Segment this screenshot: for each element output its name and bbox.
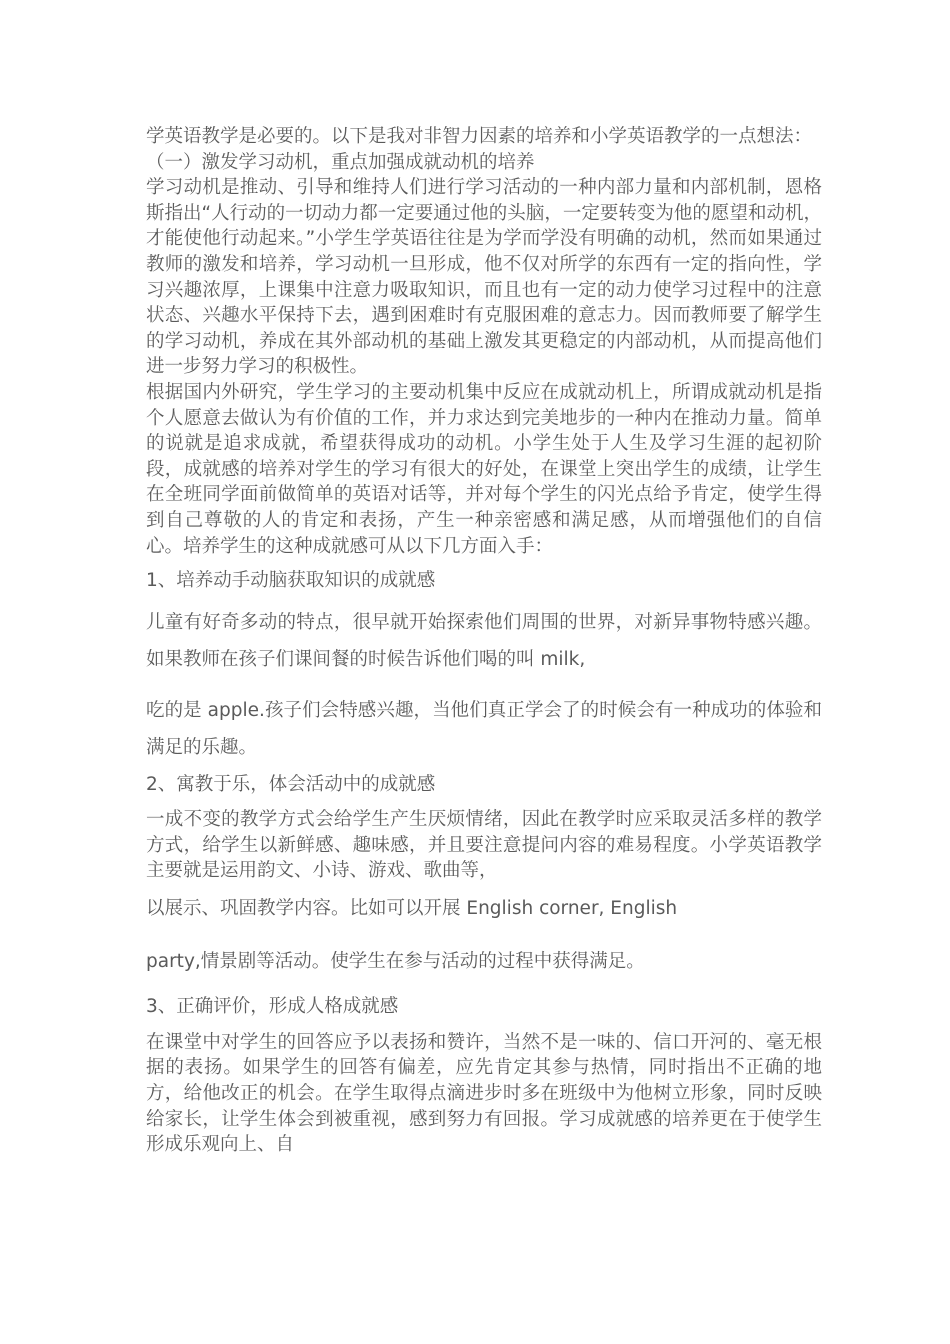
evaluation-paragraph: 在课堂中对学生的回答应予以表扬和赞许，当然不是一味的、信口开河的、毫无根据的表扬。如果学生的回答有偏差，应先肯定其参与热情，同时指出不正确的地方，给他改正的机会。在学生取得点滴进步时多在班级中为他树立形象，同时反映给家长，让学生体会到被重视，感到努力有回报。学习成就感的培养更在于使学生形成乐观向上、自: [146, 1031, 822, 1156]
motivation-paragraph: 学习动机是推动、引导和维持人们进行学习活动的一种内部力量和内部机制，恩格斯指出“人行动的一切动力都一定要通过他的头脑，一定要转变为他的愿望和动机，才能使他行动起来。”小学生学英语往往是为学而学没有明确的动机，然而如果通过教师的激发和培养，学习动机一旦形成，他不仅对所学的东西有一定的指向性，学习兴趣浓厚，上课集中注意力吸取知识，而且也有一定的动力使学习过程中的注意状态、兴趣水平保持下去，遇到困难时有克服困难的意志力。因而教师要了解学生的学习动机，养成在其外部动机的基础上激发其更稳定的内部动机，从而提高他们进一步努力学习的积极性。: [146, 177, 822, 378]
section-heading-1: （一）激发学习动机，重点加强成就动机的培养: [146, 151, 535, 173]
subheading-1: 1、培养动手动脑获取知识的成就感: [146, 570, 436, 592]
document-page: [146, 124, 822, 1158]
apple-paragraph: 吃的是 apple.孩子们会特感兴趣，当他们真正学会了的时候会有一种成功的体验和满足的乐趣。: [146, 700, 822, 759]
curiosity-paragraph: 儿童有好奇多动的特点，很早就开始探索他们周围的世界，对新异事物特感兴趣。如果教师在孩子们课间餐的时候告诉他们喝的叫 milk,: [146, 612, 822, 671]
subheading-2: 2、寓教于乐，体会活动中的成就感: [146, 774, 436, 796]
intro-paragraph: 学英语教学是必要的。以下是我对非智力因素的培养和小学英语教学的一点想法：: [146, 126, 813, 147]
english-corner-line: 以展示、巩固教学内容。比如可以开展 English corner, English: [146, 897, 678, 919]
achievement-motivation-paragraph: 根据国内外研究，学生学习的主要动机集中反应在成就动机上，所谓成就动机是指个人愿意去做认为有价值的工作，并力求达到完美地步的一种内在推动力量。简单的说就是追求成就，希望获得成功的动机。小学生处于人生及学习生涯的起初阶段，成就感的培养对学生的学习有很大的好处，在课堂上突出学生的成绩，让学生在全班同学面前做简单的英语对话等，并对每个学生的闪光点给予肯定，使学生得到自己尊敬的人的肯定和表扬，产生一种亲密感和满足感，从而增强他们的自信心。培养学生的这种成就感可从以下几方面入手：: [146, 381, 822, 557]
teaching-methods-paragraph: 一成不变的教学方式会给学生产生厌烦情绪，因此在教学时应采取灵活多样的教学方式，给学生以新鲜感、趣味感，并且要注意提问内容的难易程度。小学英语教学主要就是运用韵文、小诗、游戏、歌曲等，: [146, 809, 822, 882]
party-line: party,情景剧等活动。使学生在参与活动的过程中获得满足。: [146, 950, 645, 972]
subheading-3: 3、正确评价，形成人格成就感: [146, 995, 399, 1017]
